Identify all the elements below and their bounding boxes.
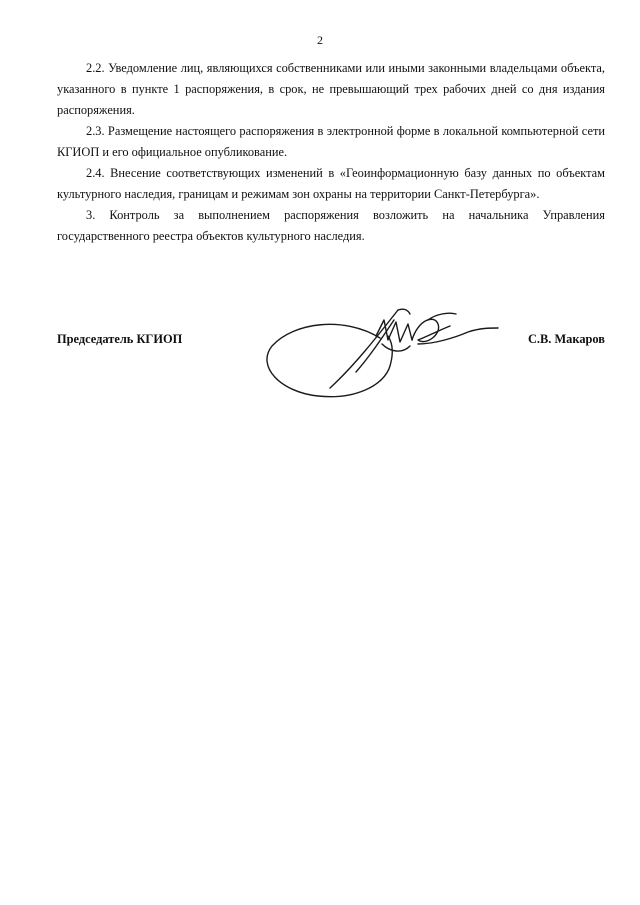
paragraph-2-3: 2.3. Размещение настоящего распоряжения в электронной форме в локальной компьютерной сети КГИОП и его официальное опубликование. xyxy=(57,124,605,159)
paragraph-2-2: 2.2. Уведомление лиц, являющихся собственниками или иными законными владельцами объекта, указанного в пункте 1 распоряжения, в срок, не превышающий трех рабочих дней со дня издания распоряжения. xyxy=(57,61,605,117)
document-body xyxy=(57,58,605,247)
signer-title: Председатель КГИОП xyxy=(57,332,183,346)
signer-name: С.В. Макаров xyxy=(527,332,605,346)
paragraph-3: 3. Контроль за выполнением распоряжения возложить на начальника Управления государственного реестра объектов культурного наследия. xyxy=(57,208,605,243)
paragraph-2-4: 2.4. Внесение соответствующих изменений в «Геоинформационную базу данных по объектам культурного наследия, границам и режимам зон охраны на территории Санкт-Петербурга». xyxy=(57,166,605,201)
handwritten-signature xyxy=(258,300,500,410)
page-number: 2 xyxy=(317,33,323,47)
